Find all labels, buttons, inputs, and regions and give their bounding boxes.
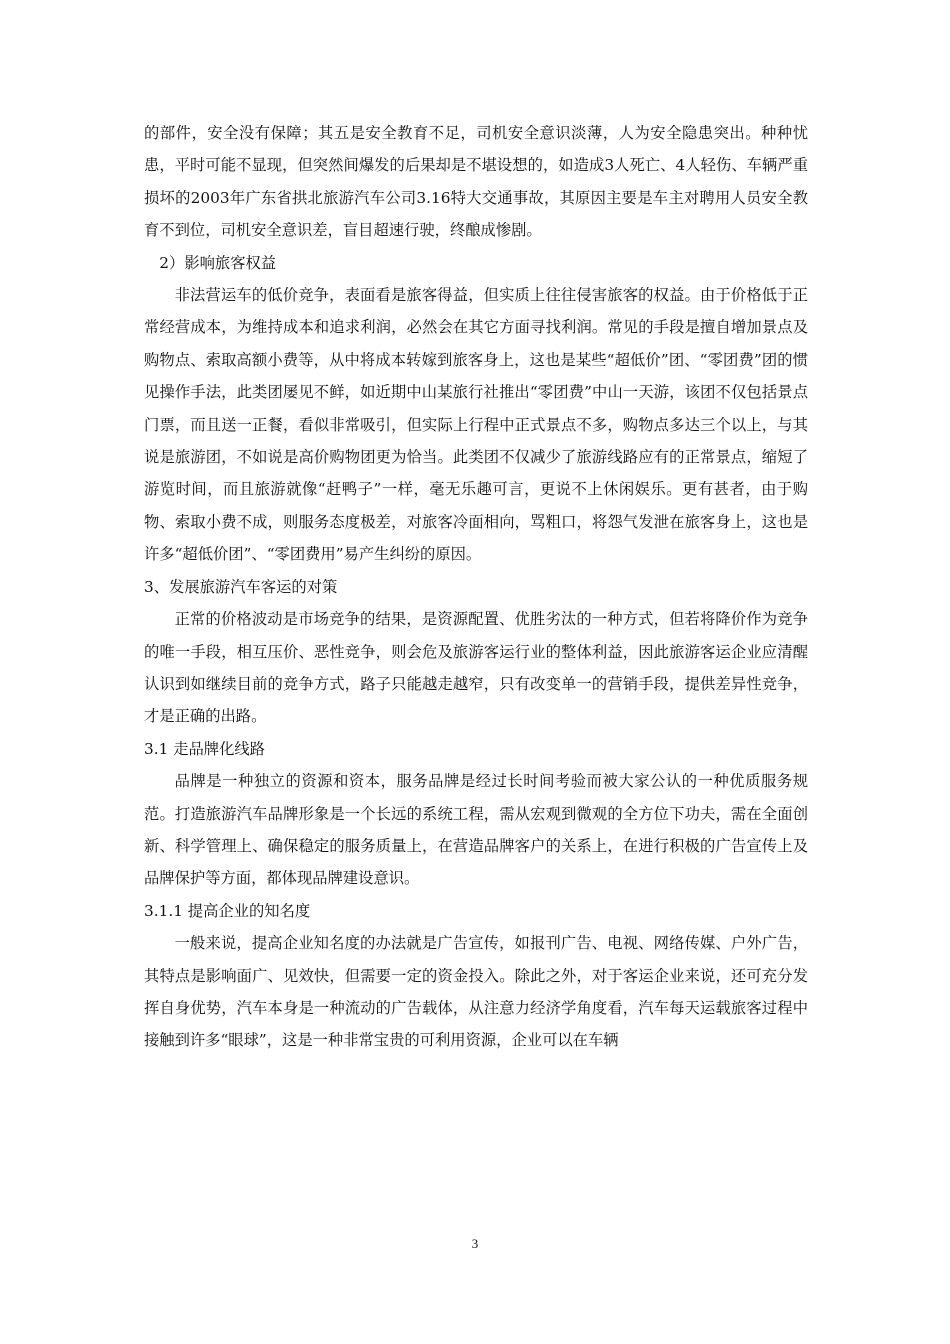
paragraph-advertising: 一般来说，提高企业知名度的办法就是广告宣传，如报刊广告、电视、网络传媒、户外广告，其特点是影响面广、见效快，但需要一定的资金投入。除此之外，对于客运企业来说，还可充分发挥自身优势，汽车本身是一种流动的广告载体，从注意力经济学角度看，汽车每天运载旅客过程中接触到许多“眼球”，这是一种非常宝贵的可利用资源，企业可以在车辆	[144, 934, 808, 1050]
heading-improve-reputation: 3.1.1 提高企业的知名度	[144, 901, 311, 920]
page-number: 3	[471, 1236, 479, 1251]
document-body	[144, 117, 808, 1057]
heading-countermeasures: 3、发展旅游汽车客运的对策	[144, 577, 338, 596]
heading-brand-route: 3.1 走品牌化线路	[144, 739, 265, 758]
paragraph-price-fluctuation: 正常的价格波动是市场竞争的结果，是资源配置、优胜劣汰的一种方式，但若将降价作为竞争的唯一手段，相互压价、恶性竞争，则会危及旅游客运行业的整体利益，因此旅游客运企业应清醒认识到如继续目前的竞争方式，路子只能越走越窄，只有改变单一的营销手段，提供差异性竞争，才是正确的出路。	[144, 610, 808, 726]
subheading-passenger-rights: 2）影响旅客权益	[159, 253, 277, 272]
paragraph-brand: 品牌是一种独立的资源和资本，服务品牌是经过长时间考验而被大家公认的一种优质服务规范。打造旅游汽车品牌形象是一个长远的系统工程，需从宏观到微观的全方位下功夫，需在全面创新、科学管理上、确保稳定的服务质量上，在营造品牌客户的关系上，在进行积极的广告宣传上及品牌保护等方面，都体现品牌建设意识。	[144, 772, 808, 888]
paragraph-continued: 的部件，安全没有保障；其五是安全教育不足，司机安全意识淡薄，人为安全隐患突出。种种忧患，平时可能不显现，但突然间爆发的后果却是不堪设想的，如造成3人死亡、4人轻伤、车辆严重损坏的2003年广东省拱北旅游汽车公司3.16特大交通事故，其原因主要是车主对聘用人员安全教育不到位，司机安全意识差，盲目超速行驶，终酿成惨剧。	[144, 124, 808, 240]
paragraph-low-price-competition: 非法营运车的低价竞争，表面看是旅客得益，但实质上往往侵害旅客的权益。由于价格低于正常经营成本，为维持成本和追求利润，必然会在其它方面寻找利润。常见的手段是擅自增加景点及购物点、索取高额小费等，从中将成本转嫁到旅客身上，这也是某些“超低价”团、“零团费”团的惯见操作手法，此类团屡见不鲜，如近期中山某旅行社推出“零团费”中山一天游，该团不仅包括景点门票，而且送一正餐，看似非常吸引，但实际上行程中正式景点不多，购物点多达三个以上，与其说是旅游团，不如说是高价购物团更为恰当。此类团不仅减少了旅游线路应有的正常景点，缩短了游览时间，而且旅游就像“赶鸭子”一样，毫无乐趣可言，更说不上休闲娱乐。更有甚者，由于购物、索取小费不成，则服务态度极差，对旅客冷面相向，骂粗口，将怨气发泄在旅客身上，这也是许多“超低价团”、“零团费用”易产生纠纷的原因。	[144, 286, 808, 564]
